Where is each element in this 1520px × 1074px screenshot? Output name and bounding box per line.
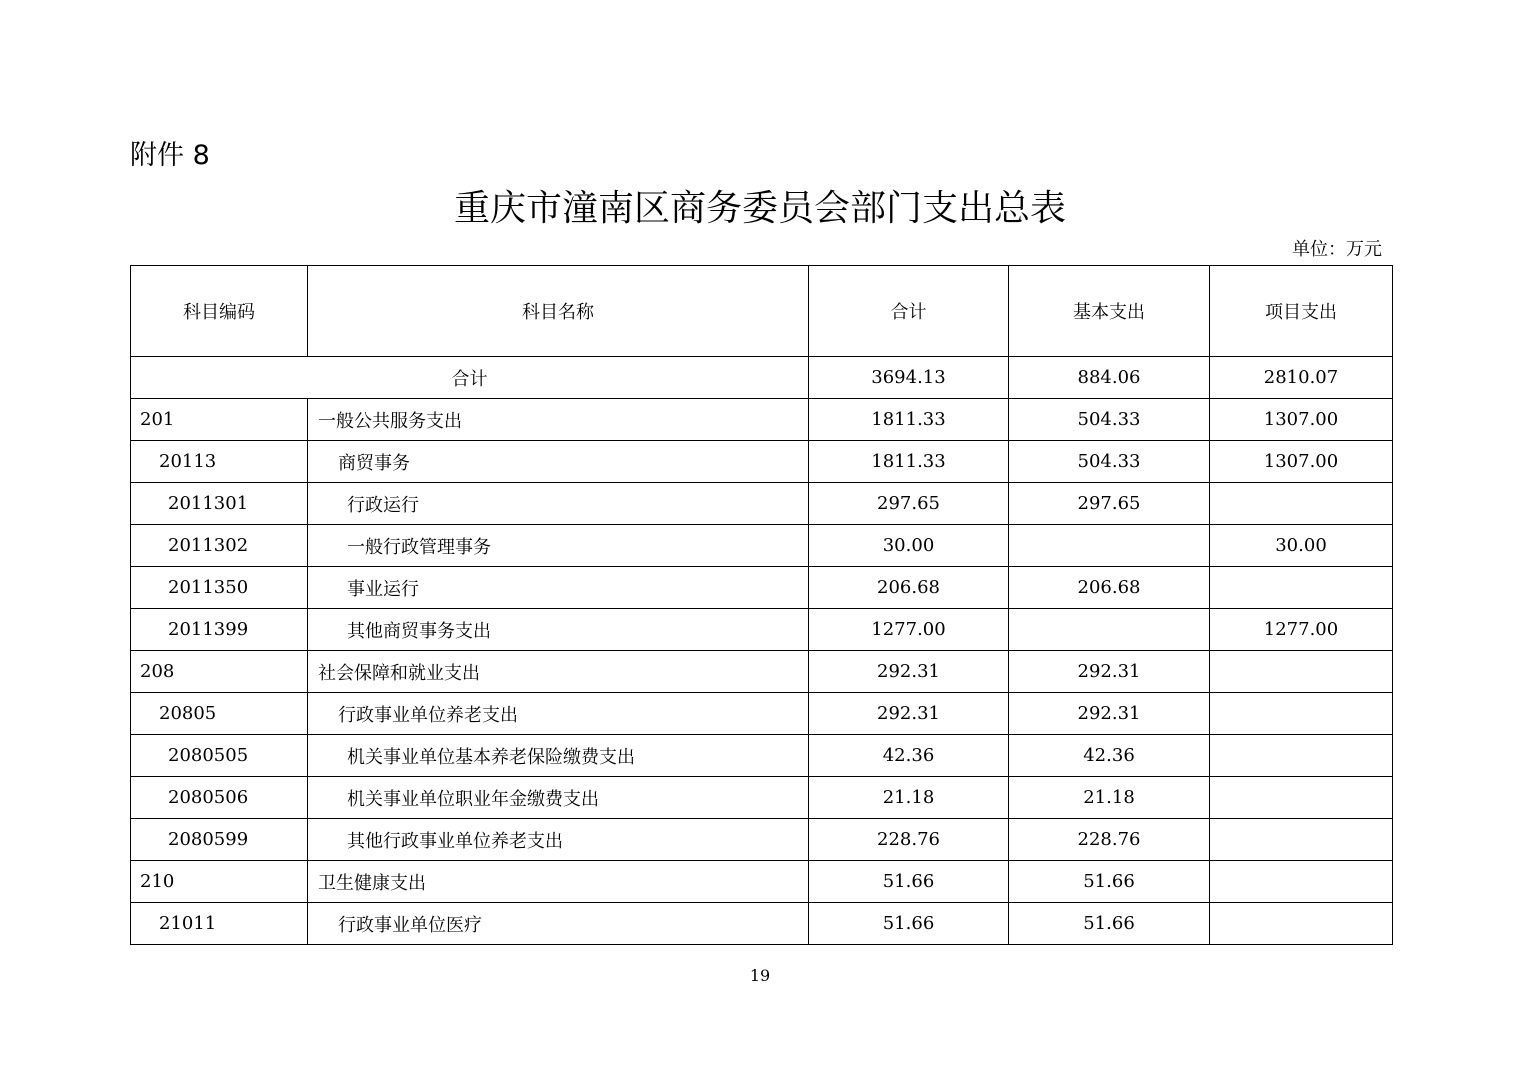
row-total: 228.76 xyxy=(809,819,1009,861)
header-code: 科目编码 xyxy=(131,266,308,357)
table-row xyxy=(131,567,1393,609)
row-basic: 292.31 xyxy=(1009,651,1210,693)
row-project xyxy=(1210,567,1393,609)
row-code: 2080506 xyxy=(131,777,308,819)
row-code: 2011302 xyxy=(131,525,308,567)
row-name: 一般公共服务支出 xyxy=(308,399,809,441)
row-code: 2080505 xyxy=(131,735,308,777)
table-row xyxy=(131,483,1393,525)
header-project: 项目支出 xyxy=(1210,266,1393,357)
row-name: 机关事业单位基本养老保险缴费支出 xyxy=(308,735,809,777)
row-total: 292.31 xyxy=(809,693,1009,735)
row-basic: 42.36 xyxy=(1009,735,1210,777)
row-name: 社会保障和就业支出 xyxy=(308,651,809,693)
table-row xyxy=(131,735,1393,777)
row-project xyxy=(1210,735,1393,777)
row-name: 其他商贸事务支出 xyxy=(308,609,809,651)
table-row xyxy=(131,651,1393,693)
row-basic: 297.65 xyxy=(1009,483,1210,525)
header-total: 合计 xyxy=(809,266,1009,357)
row-total: 206.68 xyxy=(809,567,1009,609)
row-total: 292.31 xyxy=(809,651,1009,693)
table-row xyxy=(131,441,1393,483)
row-total: 51.66 xyxy=(809,861,1009,903)
row-project: 30.00 xyxy=(1210,525,1393,567)
total-row xyxy=(131,357,1393,399)
attachment-label: 附件 8 xyxy=(130,140,210,171)
row-basic xyxy=(1009,609,1210,651)
row-name: 其他行政事业单位养老支出 xyxy=(308,819,809,861)
table-row xyxy=(131,693,1393,735)
row-basic: 292.31 xyxy=(1009,693,1210,735)
table-row xyxy=(131,777,1393,819)
row-name: 事业运行 xyxy=(308,567,809,609)
row-project: 1307.00 xyxy=(1210,441,1393,483)
row-total: 297.65 xyxy=(809,483,1009,525)
row-basic xyxy=(1009,525,1210,567)
row-basic: 21.18 xyxy=(1009,777,1210,819)
header-basic: 基本支出 xyxy=(1009,266,1210,357)
row-code: 21011 xyxy=(131,903,308,945)
row-total: 51.66 xyxy=(809,903,1009,945)
row-project: 1307.00 xyxy=(1210,399,1393,441)
unit-label: 单位：万元 xyxy=(1292,239,1382,260)
row-project xyxy=(1210,651,1393,693)
row-project xyxy=(1210,903,1393,945)
row-basic: 51.66 xyxy=(1009,861,1210,903)
page-number: 19 xyxy=(749,966,771,985)
row-code: 210 xyxy=(131,861,308,903)
row-code: 20805 xyxy=(131,693,308,735)
row-total: 21.18 xyxy=(809,777,1009,819)
table-header-row xyxy=(131,266,1393,357)
total-row-label: 合计 xyxy=(131,357,809,399)
row-code: 201 xyxy=(131,399,308,441)
row-name: 行政运行 xyxy=(308,483,809,525)
row-code: 2011350 xyxy=(131,567,308,609)
row-project xyxy=(1210,819,1393,861)
total-row-project: 2810.07 xyxy=(1210,357,1393,399)
row-total: 1811.33 xyxy=(809,441,1009,483)
row-total: 30.00 xyxy=(809,525,1009,567)
page-title: 重庆市潼南区商务委员会部门支出总表 xyxy=(453,188,1066,229)
row-basic: 504.33 xyxy=(1009,399,1210,441)
row-total: 1811.33 xyxy=(809,399,1009,441)
row-code: 208 xyxy=(131,651,308,693)
row-code: 20113 xyxy=(131,441,308,483)
row-basic: 228.76 xyxy=(1009,819,1210,861)
row-project xyxy=(1210,483,1393,525)
row-name: 一般行政管理事务 xyxy=(308,525,809,567)
row-total: 42.36 xyxy=(809,735,1009,777)
table-row xyxy=(131,609,1393,651)
expenditure-table xyxy=(130,265,1393,945)
row-code: 2080599 xyxy=(131,819,308,861)
row-name: 商贸事务 xyxy=(308,441,809,483)
row-name: 行政事业单位医疗 xyxy=(308,903,809,945)
table-row xyxy=(131,903,1393,945)
header-name: 科目名称 xyxy=(308,266,809,357)
row-project xyxy=(1210,693,1393,735)
table-row xyxy=(131,399,1393,441)
row-name: 机关事业单位职业年金缴费支出 xyxy=(308,777,809,819)
row-basic: 206.68 xyxy=(1009,567,1210,609)
row-basic: 504.33 xyxy=(1009,441,1210,483)
row-basic: 51.66 xyxy=(1009,903,1210,945)
table-row xyxy=(131,525,1393,567)
row-project xyxy=(1210,861,1393,903)
row-total: 1277.00 xyxy=(809,609,1009,651)
total-row-total: 3694.13 xyxy=(809,357,1009,399)
table-row xyxy=(131,861,1393,903)
row-name: 行政事业单位养老支出 xyxy=(308,693,809,735)
row-project: 1277.00 xyxy=(1210,609,1393,651)
row-name: 卫生健康支出 xyxy=(308,861,809,903)
row-code: 2011399 xyxy=(131,609,308,651)
row-code: 2011301 xyxy=(131,483,308,525)
table-row xyxy=(131,819,1393,861)
row-project xyxy=(1210,777,1393,819)
total-row-basic: 884.06 xyxy=(1009,357,1210,399)
